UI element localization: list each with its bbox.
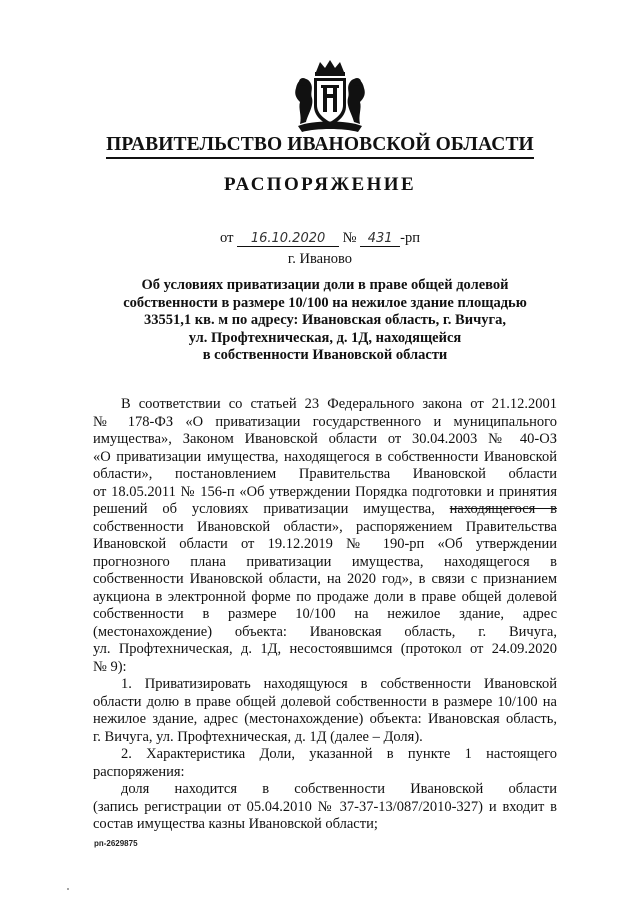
body-line: области», постановлением Правительства Ивановской области bbox=[93, 466, 557, 482]
handwritten-date: 16.10.2020 bbox=[237, 232, 339, 247]
body-line: (местонахождение) объекта: Ивановская область, г. Вичуга, bbox=[93, 623, 557, 640]
city: г. Иваново bbox=[287, 251, 353, 267]
body-line: «О приватизации имущества, находящегося в собственности Ивановской bbox=[93, 448, 557, 465]
organization-title: ПРАВИТЕЛЬСТВО ИВАНОВСКОЙ ОБЛАСТИ bbox=[0, 134, 640, 159]
body-fragment: решений об условиях приватизации имущества, bbox=[93, 501, 450, 517]
body-line: от 18.05.2011 № 156-п «Об утверждении Порядка подготовки и принятия bbox=[93, 483, 557, 500]
subject-line: 33551,1 кв. м по адресу: Ивановская область, г. Вичуга, bbox=[144, 312, 506, 328]
handwritten-number: 431 bbox=[360, 232, 400, 247]
body-line: В соответствии со статьей 23 Федерального закона от 21.12.2001 bbox=[121, 396, 557, 412]
body-line: ул. Профтехническая, д. 1Д, несостоявшимся (протокол от 24.09.2020 bbox=[93, 641, 557, 657]
document-code: рп-2629875 bbox=[94, 839, 138, 848]
body-line: Ивановской области от 19.12.2019 № 190-рп «Об утверждении bbox=[93, 536, 557, 552]
body-line: доля находится в собственности Ивановской области bbox=[121, 781, 557, 797]
subject-line: в собственности Ивановской области bbox=[202, 347, 448, 363]
body-line: № 9): bbox=[93, 658, 127, 675]
body-line: аукциона в электронной форме по продаже доли в праве общей долевой bbox=[93, 588, 557, 605]
body-line: собственности в размере 10/100 на нежилое здание, адрес bbox=[93, 606, 557, 622]
body-line: нежилое здание, адрес (местонахождение) объекта: Ивановская область, bbox=[93, 711, 557, 727]
document-body bbox=[93, 396, 557, 834]
body-line: собственности Ивановской области», распоряжением Правительства bbox=[93, 518, 557, 535]
document-type: РАСПОРЯЖЕНИЕ bbox=[223, 174, 417, 195]
date-prefix: от bbox=[220, 230, 234, 246]
body-line: (запись регистрации от 05.04.2010 № 37-37-13/087/2010-327) и входит в bbox=[93, 798, 557, 815]
body-line: г. Вичуга, ул. Профтехническая, д. 1Д (далее – Доля). bbox=[93, 728, 423, 745]
body-line: 1. Приватизировать находящуюся в собственности Ивановской bbox=[121, 676, 557, 692]
subject-line: ул. Профтехническая, д. 1Д, находящейся bbox=[188, 329, 462, 346]
body-line: собственности Ивановской области, на 2020 год», в связи с признанием bbox=[93, 571, 557, 587]
body-line: области долю в праве общей долевой собственности в размере 10/100 на bbox=[93, 693, 557, 710]
scan-speck bbox=[67, 888, 69, 890]
number-prefix: № bbox=[342, 230, 357, 246]
number-suffix: -рп bbox=[400, 230, 420, 246]
struck-text: находящегося в bbox=[449, 501, 557, 517]
subject-line: Об условиях приватизации доли в праве общей долевой bbox=[141, 277, 509, 293]
subject-heading bbox=[90, 277, 560, 365]
body-line: распоряжения: bbox=[93, 763, 185, 780]
body-line: № 178-ФЗ «О приватизации государственного и муниципального bbox=[93, 413, 557, 430]
body-line: имущества», Законом Ивановской области от 30.04.2003 № 40-ОЗ bbox=[93, 431, 557, 447]
body-line: 2. Характеристика Доли, указанной в пункте 1 настоящего bbox=[121, 746, 557, 762]
coat-of-arms-icon bbox=[292, 58, 368, 136]
body-line bbox=[93, 501, 557, 519]
date-number-line bbox=[0, 230, 640, 247]
subject-line: собственности в размере 10/100 на нежилое здание площадью bbox=[123, 294, 527, 311]
body-line: состав имущества казны Ивановской области; bbox=[93, 816, 378, 832]
body-line: прогнозного плана приватизации имущества, находящегося в bbox=[93, 553, 557, 570]
